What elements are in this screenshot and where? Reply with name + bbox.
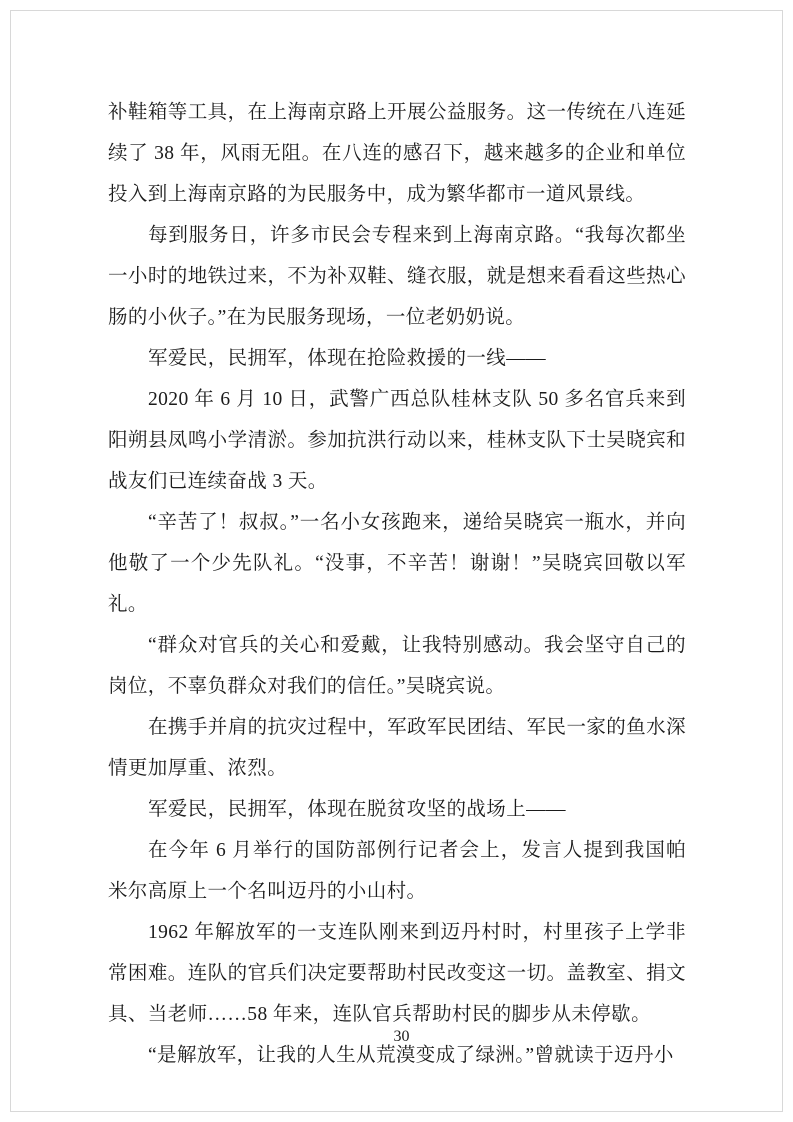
paragraph: 每到服务日，许多市民会专程来到上海南京路。“我每次都坐一小时的地铁过来，不为补双鞋、缝衣服，就是想来看看这些热心肠的小伙子。”在为民服务现场，一位老奶奶说。 bbox=[108, 225, 686, 328]
paragraph: 军爱民，民拥军，体现在抢险救援的一线—— bbox=[148, 348, 547, 369]
page-number: 30 bbox=[393, 1028, 410, 1045]
paragraph: “是解放军，让我的人生从荒漠变成了绿洲。”曾就读于迈丹小 bbox=[148, 1045, 674, 1066]
paragraph: 补鞋箱等工具，在上海南京路上开展公益服务。这一传统在八连延续了 38 年，风雨无阻。在八连的感召下，越来越多的企业和单位投入到上海南京路的为民服务中，成为繁华都市一道风景线。 bbox=[108, 102, 686, 205]
paragraph: 军爱民，民拥军，体现在脱贫攻坚的战场上—— bbox=[148, 799, 566, 820]
paragraph: 在今年 6 月举行的国防部例行记者会上，发言人提到我国帕米尔高原上一个名叫迈丹的小山村。 bbox=[108, 840, 686, 902]
paragraph: 1962 年解放军的一支连队刚来到迈丹村时，村里孩子上学非常困难。连队的官兵们决定要帮助村民改变这一切。盖教室、捐文具、当老师……58 年来，连队官兵帮助村民的脚步从未停歇。 bbox=[108, 922, 686, 1025]
paragraph: “群众对官兵的关心和爱戴，让我特别感动。我会坚守自己的岗位，不辜负群众对我们的信任。”吴晓宾说。 bbox=[108, 635, 686, 697]
paragraph: 在携手并肩的抗灾过程中，军政军民团结、军民一家的鱼水深情更加厚重、浓烈。 bbox=[108, 717, 686, 779]
paragraph: 2020 年 6 月 10 日，武警广西总队桂林支队 50 多名官兵来到阳朔县凤鸣小学清淤。参加抗洪行动以来，桂林支队下士吴晓宾和战友们已连续奋战 3 天。 bbox=[108, 389, 686, 492]
document-body bbox=[108, 92, 686, 1076]
paragraph: “辛苦了！叔叔。”一名小女孩跑来，递给吴晓宾一瓶水，并向他敬了一个少先队礼。“没事，不辛苦！谢谢！”吴晓宾回敬以军礼。 bbox=[108, 512, 686, 615]
